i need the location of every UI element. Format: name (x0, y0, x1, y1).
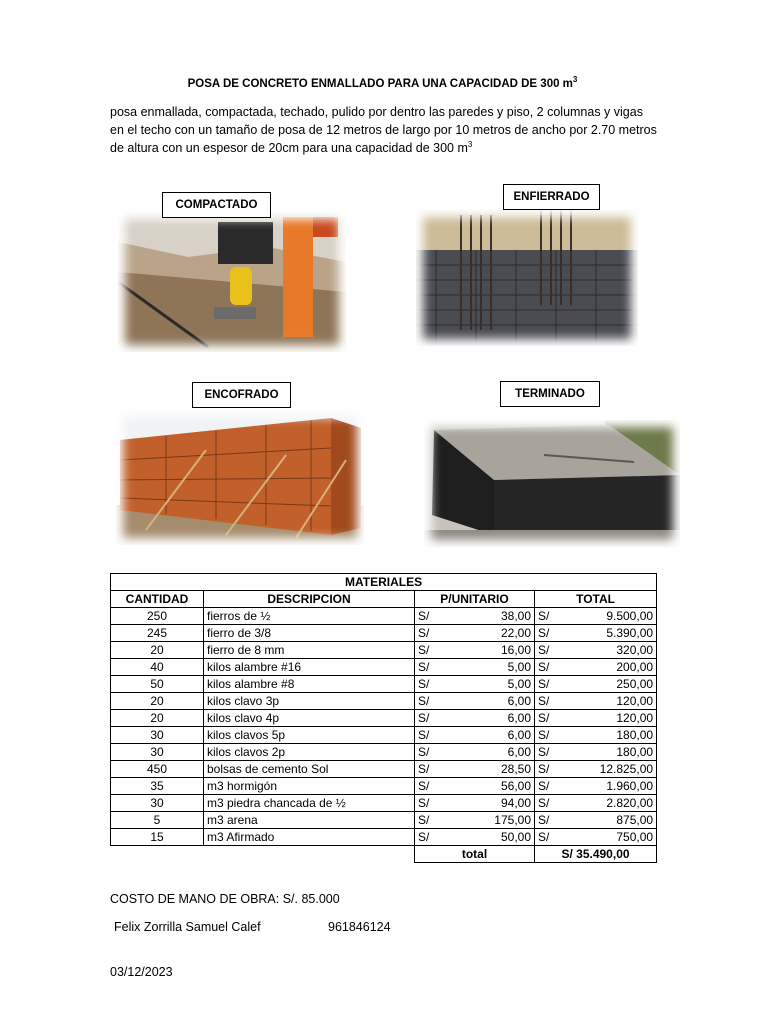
table-row (111, 608, 657, 625)
cell-descripcion: m3 arena (204, 812, 415, 829)
cell-descripcion: kilos clavos 5p (204, 727, 415, 744)
currency-symbol: S/ (418, 711, 430, 725)
amount: 6,00 (507, 728, 531, 742)
currency-symbol: S/ (418, 643, 430, 657)
amount: 320,00 (616, 643, 654, 657)
amount: 16,00 (500, 643, 531, 657)
cell-descripcion: fierro de 3/8 (204, 625, 415, 642)
cell-cantidad: 40 (111, 659, 204, 676)
cell-total (535, 625, 657, 642)
currency-symbol: S/ (418, 762, 430, 776)
cell-total (535, 778, 657, 795)
table-row (111, 727, 657, 744)
currency-symbol: S/ (418, 830, 430, 844)
cell-total (535, 676, 657, 693)
author-name: Felix Zorrilla Samuel Calef (114, 920, 261, 934)
table-row (111, 812, 657, 829)
cell-total (535, 761, 657, 778)
currency-symbol: S/ (418, 796, 430, 810)
currency-symbol: S/ (418, 626, 430, 640)
amount: 120,00 (616, 711, 654, 725)
cell-total (535, 744, 657, 761)
currency-symbol: S/ (418, 694, 430, 708)
currency-symbol: S/ (538, 626, 550, 640)
header-cantidad: CANTIDAD (111, 591, 204, 608)
cell-total (535, 795, 657, 812)
header-punitario: P/UNITARIO (415, 591, 535, 608)
amount: 180,00 (616, 728, 654, 742)
currency-symbol: S/ (538, 728, 550, 742)
cell-descripcion: fierro de 8 mm (204, 642, 415, 659)
cell-descripcion: m3 hormigón (204, 778, 415, 795)
table-row (111, 642, 657, 659)
labor-cost: COSTO DE MANO DE OBRA: S/. 85.000 (110, 892, 340, 906)
table-row (111, 676, 657, 693)
cell-descripcion: kilos alambre #8 (204, 676, 415, 693)
cell-punitario (415, 778, 535, 795)
table-row (111, 744, 657, 761)
table-row (111, 693, 657, 710)
cell-total (535, 693, 657, 710)
cell-total (535, 659, 657, 676)
amount: 875,00 (616, 813, 654, 827)
currency-symbol: S/ (538, 762, 550, 776)
currency-symbol: S/ (538, 694, 550, 708)
table-row (111, 778, 657, 795)
materials-table (110, 573, 657, 863)
table-row (111, 710, 657, 727)
cell-total (535, 608, 657, 625)
cell-punitario (415, 829, 535, 846)
amount: 5.390,00 (606, 626, 654, 640)
amount: 180,00 (616, 745, 654, 759)
cell-punitario (415, 676, 535, 693)
currency-symbol: S/ (538, 677, 550, 691)
currency-symbol: S/ (538, 609, 550, 623)
table-total-row (111, 846, 657, 863)
currency-symbol: S/ (418, 745, 430, 759)
amount: 6,00 (507, 711, 531, 725)
cell-descripcion: m3 Afirmado (204, 829, 415, 846)
photo-encofrado (116, 410, 364, 545)
amount: 12.825,00 (599, 762, 654, 776)
amount: 38,00 (500, 609, 531, 623)
cell-cantidad: 20 (111, 642, 204, 659)
currency-symbol: S/ (418, 660, 430, 674)
currency-symbol: S/ (418, 779, 430, 793)
currency-symbol: S/ (538, 796, 550, 810)
cell-descripcion: kilos alambre #16 (204, 659, 415, 676)
table-row (111, 625, 657, 642)
cell-total (535, 829, 657, 846)
cell-punitario (415, 761, 535, 778)
cell-cantidad: 50 (111, 676, 204, 693)
cell-cantidad: 20 (111, 710, 204, 727)
document-title: POSA DE CONCRETO ENMALLADO PARA UNA CAPACIDAD DE 300 $m^3$ (187, 75, 578, 90)
cell-cantidad: 30 (111, 795, 204, 812)
amount: 175,00 (494, 813, 531, 827)
amount: 22,00 (500, 626, 531, 640)
table-body (111, 608, 657, 846)
total-label: total (415, 846, 535, 863)
amount: 2.820,00 (606, 796, 654, 810)
cell-cantidad: 245 (111, 625, 204, 642)
cell-cantidad: 30 (111, 744, 204, 761)
cell-cantidad: 5 (111, 812, 204, 829)
currency-symbol: S/ (538, 813, 550, 827)
cell-punitario (415, 608, 535, 625)
currency-symbol: S/ (418, 609, 430, 623)
table-title-row (111, 574, 657, 591)
cell-punitario (415, 744, 535, 761)
total-value: S/ 35.490,00 (535, 846, 657, 863)
amount: 28,50 (500, 762, 531, 776)
photo-terminado (424, 420, 680, 547)
currency-symbol: S/ (538, 745, 550, 759)
cell-descripcion: kilos clavo 4p (204, 710, 415, 727)
intro-paragraph: posa enmallada, compactada, techado, pulido por dentro las paredes y piso, 2 columnas y vigas en el techo con un tamaño de posa de 12 metros de largo por 10 metros de ancho por 2.70 metros de altura con un espesor de 20cm para una capacidad de 300 $m^3$ (110, 105, 657, 155)
cell-total (535, 710, 657, 727)
cell-total (535, 812, 657, 829)
table-row (111, 795, 657, 812)
currency-symbol: S/ (418, 728, 430, 742)
amount: 5,00 (507, 677, 531, 691)
currency-symbol: S/ (538, 779, 550, 793)
document-date: 03/12/2023 (110, 965, 173, 979)
amount: 6,00 (507, 694, 531, 708)
currency-symbol: S/ (538, 660, 550, 674)
currency-symbol: S/ (538, 711, 550, 725)
cell-descripcion: kilos clavo 3p (204, 693, 415, 710)
photo-enfierrado (416, 210, 638, 346)
cell-descripcion: fierros de ½ (204, 608, 415, 625)
amount: 5,00 (507, 660, 531, 674)
amount: 200,00 (616, 660, 654, 674)
currency-symbol: S/ (418, 813, 430, 827)
label-enfierrado: ENFIERRADO (503, 184, 600, 210)
cell-punitario (415, 727, 535, 744)
amount: 56,00 (500, 779, 531, 793)
amount: 750,00 (616, 830, 654, 844)
cell-cantidad: 450 (111, 761, 204, 778)
cell-descripcion: kilos clavos 2p (204, 744, 415, 761)
amount: 1.960,00 (606, 779, 654, 793)
amount: 120,00 (616, 694, 654, 708)
label-compactado: COMPACTADO (162, 192, 271, 218)
table-row (111, 761, 657, 778)
label-terminado: TERMINADO (500, 381, 600, 407)
cell-punitario (415, 710, 535, 727)
amount: 6,00 (507, 745, 531, 759)
cell-punitario (415, 795, 535, 812)
cell-total (535, 727, 657, 744)
table-title: MATERIALES (111, 574, 657, 591)
cell-punitario (415, 812, 535, 829)
table-header-row (111, 591, 657, 608)
cell-punitario (415, 693, 535, 710)
photo-compactado (118, 212, 346, 352)
currency-symbol: S/ (538, 643, 550, 657)
cell-cantidad: 35 (111, 778, 204, 795)
phone-number: 961846124 (328, 920, 391, 934)
cell-descripcion: m3 piedra chancada de ½ (204, 795, 415, 812)
currency-symbol: S/ (418, 677, 430, 691)
label-encofrado: ENCOFRADO (192, 382, 291, 408)
cell-cantidad: 15 (111, 829, 204, 846)
cell-cantidad: 250 (111, 608, 204, 625)
amount: 9.500,00 (606, 609, 654, 623)
amount: 50,00 (500, 830, 531, 844)
cell-punitario (415, 659, 535, 676)
cell-punitario (415, 642, 535, 659)
cell-descripcion: bolsas de cemento Sol (204, 761, 415, 778)
cell-total (535, 642, 657, 659)
cell-cantidad: 20 (111, 693, 204, 710)
table-row (111, 829, 657, 846)
cell-punitario (415, 625, 535, 642)
header-descripcion: DESCRIPCION (204, 591, 415, 608)
table-row (111, 659, 657, 676)
cell-cantidad: 30 (111, 727, 204, 744)
currency-symbol: S/ (538, 830, 550, 844)
amount: 94,00 (500, 796, 531, 810)
header-total: TOTAL (535, 591, 657, 608)
amount: 250,00 (616, 677, 654, 691)
